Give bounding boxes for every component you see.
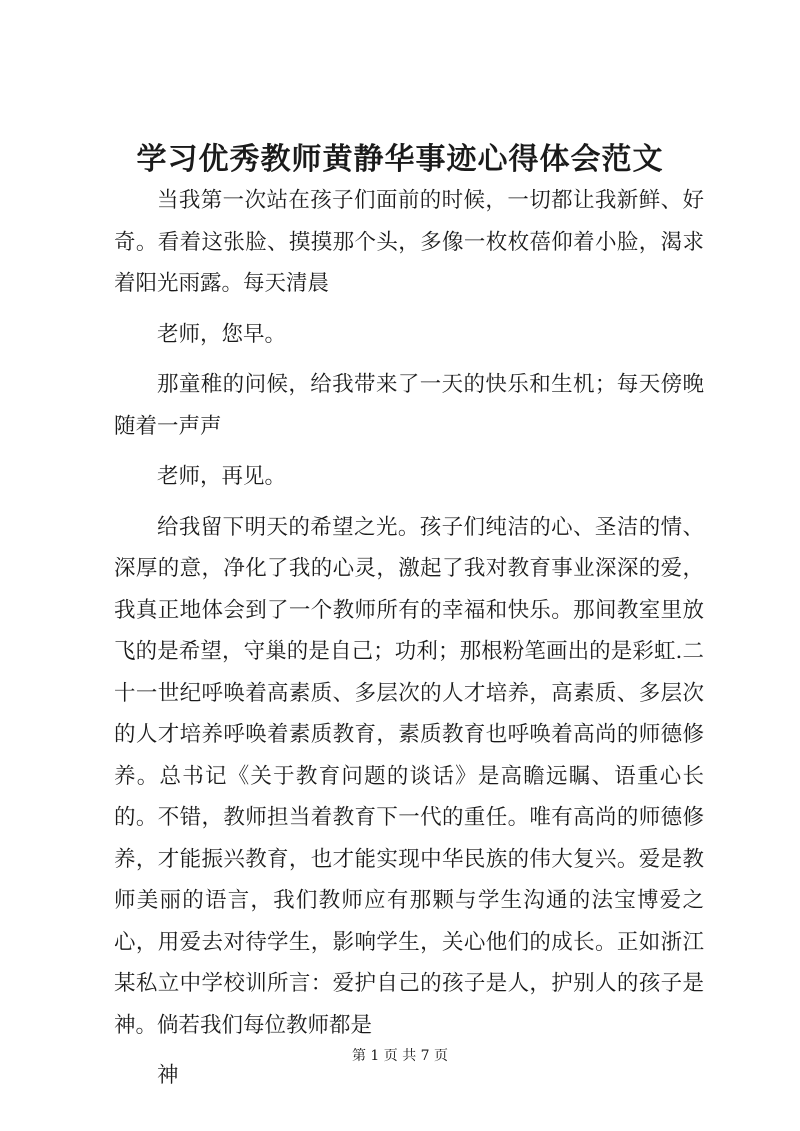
document-title: 学习优秀教师黄静华事迹心得体会范文 <box>136 142 664 177</box>
paragraph: 老师，您早。 <box>157 321 287 347</box>
page-number-footer: 第 1 页 共 7 页 <box>351 1048 449 1064</box>
paragraph: 给我留下明天的希望之光。孩子们纯洁的心、圣洁的情、深厚的意，净化了我的心灵，激起了我对教育事业深深的爱，我真正地体会到了一个教师所有的幸福和快乐。那间教室里放飞的是希望，守巢的是自己；功利；那根粉笔画出的是彩虹.二十一世纪呼唤着高素质、多层次的人才培养，高素质、多层次的人才培养呼唤着素质教育，素质教育也呼唤着高尚的师德修养。总书记《关于教育问题的谈话》是高瞻远瞩、语重心长的。不错，教师担当着教育下一代的重任。唯有高尚的师德修养，才能振兴教育，也才能实现中华民族的伟大复兴。爱是教师美丽的语言，我们教师应有那颗与学生沟通的法宝博爱之心，用爱去对待学生，影响学生，关心他们的成长。正如浙江某私立中学校训所言：爱护自己的孩子是人，护别人的孩子是神。倘若我们每位教师都是 <box>114 514 704 1038</box>
paragraph: 那童稚的问候，给我带来了一天的快乐和生机；每天傍晚随着一声声 <box>114 372 704 439</box>
document-body <box>114 180 704 1106</box>
paragraph: 神 <box>157 1063 179 1088</box>
paragraph: 当我第一次站在孩子们面前的时候，一切都让我新鲜、好奇。看着这张脸、摸摸那个头，多像一枚枚蓓仰着小脸，渴求着阳光雨露。每天清晨 <box>114 188 704 296</box>
paragraph: 老师，再见。 <box>157 464 287 489</box>
